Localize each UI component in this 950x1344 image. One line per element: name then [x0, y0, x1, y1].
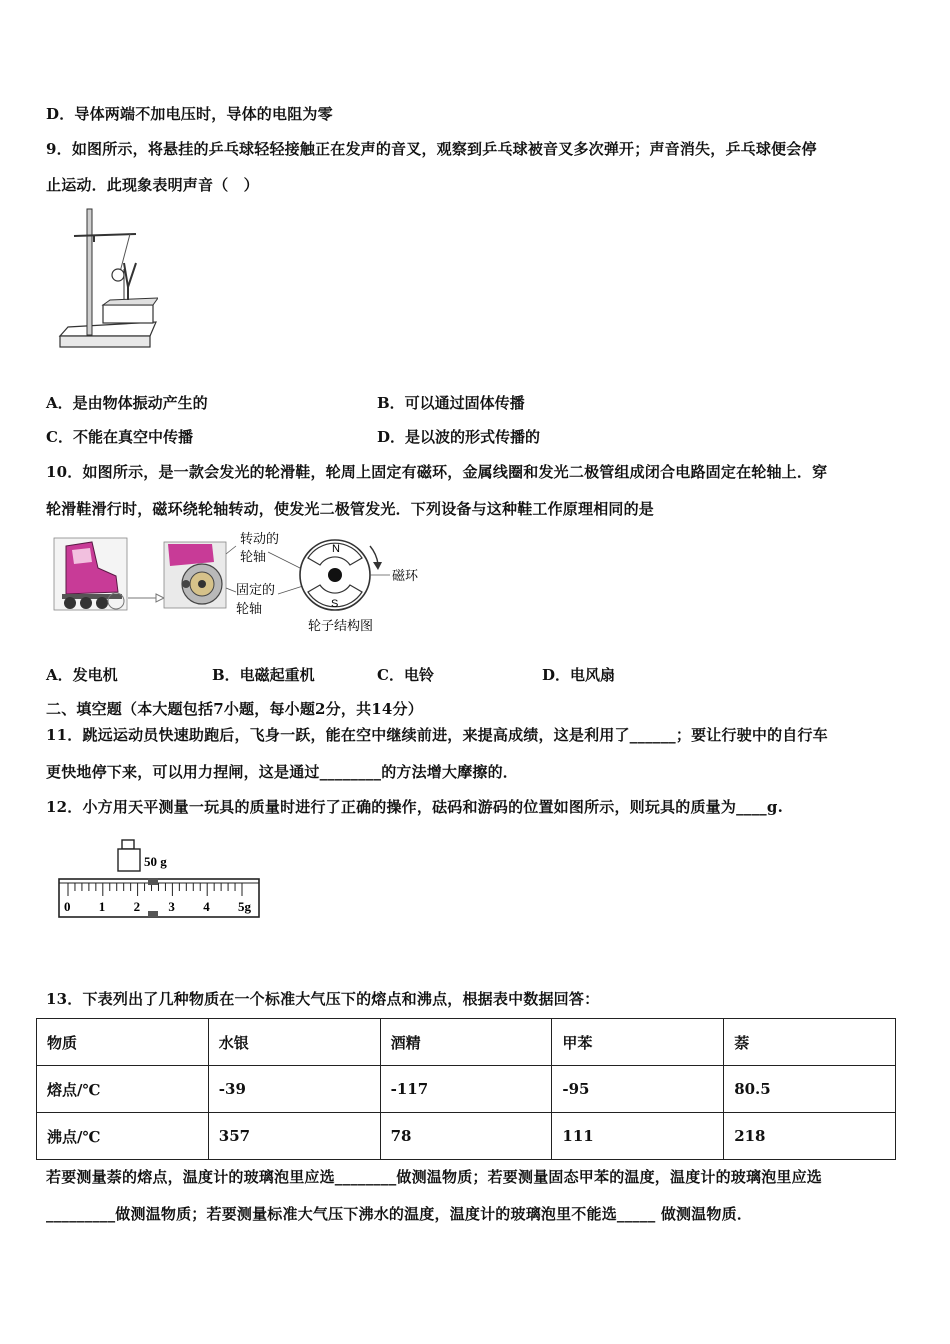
q9-stem-line1: 9．如图所示，将悬挂的乒乓球轻轻接触正在发声的音叉，观察到乒乓球被音叉多次弹开；声音消失，乒乓球便会停	[46, 140, 817, 158]
table-header-row	[37, 1019, 896, 1066]
q10-stem-line2: 轮滑鞋滑行时，磁环绕轮轴转动，使发光二极管发光．下列设备与这种鞋工作原理相同的是	[46, 500, 655, 518]
q9-option-a: A．是由物体振动产生的	[46, 394, 208, 412]
table-cell: 甲苯	[552, 1019, 724, 1066]
balance-scale-figure	[56, 834, 262, 924]
table-cell: 78	[380, 1113, 552, 1160]
table-row	[37, 1113, 896, 1160]
scale-tick-label: 4	[203, 899, 210, 914]
table-cell: 水银	[208, 1019, 380, 1066]
label-fixed-axle-1: 固定的	[236, 583, 276, 598]
q13-after-line2: _________做测温物质；若要测量标准大气压下沸水的温度，温度计的玻璃泡里不能选_____ 做测温物质．	[46, 1205, 753, 1223]
label-wheel-structure: 轮子结构图	[308, 619, 374, 634]
q13-stem-line1: 13．下表列出了几种物质在一个标准大气压下的熔点和沸点，根据表中数据回答：	[46, 990, 600, 1008]
scale-tick-label: 3	[168, 899, 175, 914]
rotation-arrow-icon	[370, 546, 378, 564]
q8-option-d: D．导体两端不加电压时，导体的电阻为零	[46, 105, 333, 123]
weight-icon	[122, 840, 134, 849]
q11-stem-line2: 更快地停下来，可以用力捏闸，这是通过________的方法增大摩擦的．	[46, 763, 519, 781]
table-row	[37, 1066, 896, 1113]
pole-n-label: N	[332, 543, 340, 555]
scale-tick-label: 0	[64, 899, 71, 914]
melting-boiling-table	[36, 1018, 896, 1160]
q10-stem-line1: 10．如图所示，是一款会发光的轮滑鞋，轮周上固定有磁环，金属线圈和发光二极管组成闭合电路固定在轮轴上．穿	[46, 463, 828, 481]
table-cell: 沸点/℃	[37, 1113, 209, 1160]
q10-option-c: C．电铃	[377, 666, 434, 684]
label-fixed-axle-2: 轮轴	[236, 602, 263, 617]
scale-tick-label: 2	[133, 899, 141, 914]
table-cell: -39	[208, 1066, 380, 1113]
q9-option-c: C．不能在真空中传播	[46, 428, 193, 446]
q13-after-line1: 若要测量萘的熔点，温度计的玻璃泡里应选________做测温物质；若要测量固态甲苯的温度，温度计的玻璃泡里应选	[46, 1168, 823, 1186]
table-cell: -117	[380, 1066, 552, 1113]
table-cell: 萘	[724, 1019, 896, 1066]
table-cell: 111	[552, 1113, 724, 1160]
table-cell: 357	[208, 1113, 380, 1160]
label-magnetic-ring: 磁环	[392, 569, 419, 584]
q10-option-a: A．发电机	[46, 666, 118, 684]
q9-option-b: B．可以通过固体传播	[377, 394, 525, 412]
table-cell: -95	[552, 1066, 724, 1113]
section-2-heading: 二、填空题（本大题包括7小题，每小题2分，共14分）	[46, 700, 423, 718]
table-cell: 酒精	[380, 1019, 552, 1066]
q11-stem-line1: 11．跳远运动员快速助跑后，飞身一跃，能在空中继续前进，来提高成绩，这是利用了______；要让行驶中的自行车	[46, 726, 828, 744]
label-rotating-axle-2: 轮轴	[240, 550, 267, 565]
weight-label: 50 g	[144, 854, 167, 869]
table-cell: 80.5	[724, 1066, 896, 1113]
scale-tick-label: 5g	[238, 899, 251, 914]
table-cell: 218	[724, 1113, 896, 1160]
q10-option-d: D．电风扇	[542, 666, 616, 684]
label-rotating-axle-1: 转动的	[240, 532, 280, 547]
rider-bottom	[148, 911, 158, 917]
table-cell: 熔点/℃	[37, 1066, 209, 1113]
q9-stem-line2: 止运动．此现象表明声音（ ）	[46, 176, 259, 194]
pole-s-label: S	[331, 598, 339, 610]
tuning-fork-apparatus-figure	[58, 205, 158, 353]
q10-option-b: B．电磁起重机	[212, 666, 315, 684]
q9-option-d: D．是以波的形式传播的	[377, 428, 541, 446]
scale-tick-label: 1	[98, 899, 106, 914]
roller-skate-figure	[52, 528, 432, 636]
rider-top	[148, 878, 158, 885]
table-cell: 物质	[37, 1019, 209, 1066]
q12-stem-line1: 12．小方用天平测量一玩具的质量时进行了正确的操作，砝码和游码的位置如图所示，则玩具的质量为____g.	[46, 798, 783, 816]
